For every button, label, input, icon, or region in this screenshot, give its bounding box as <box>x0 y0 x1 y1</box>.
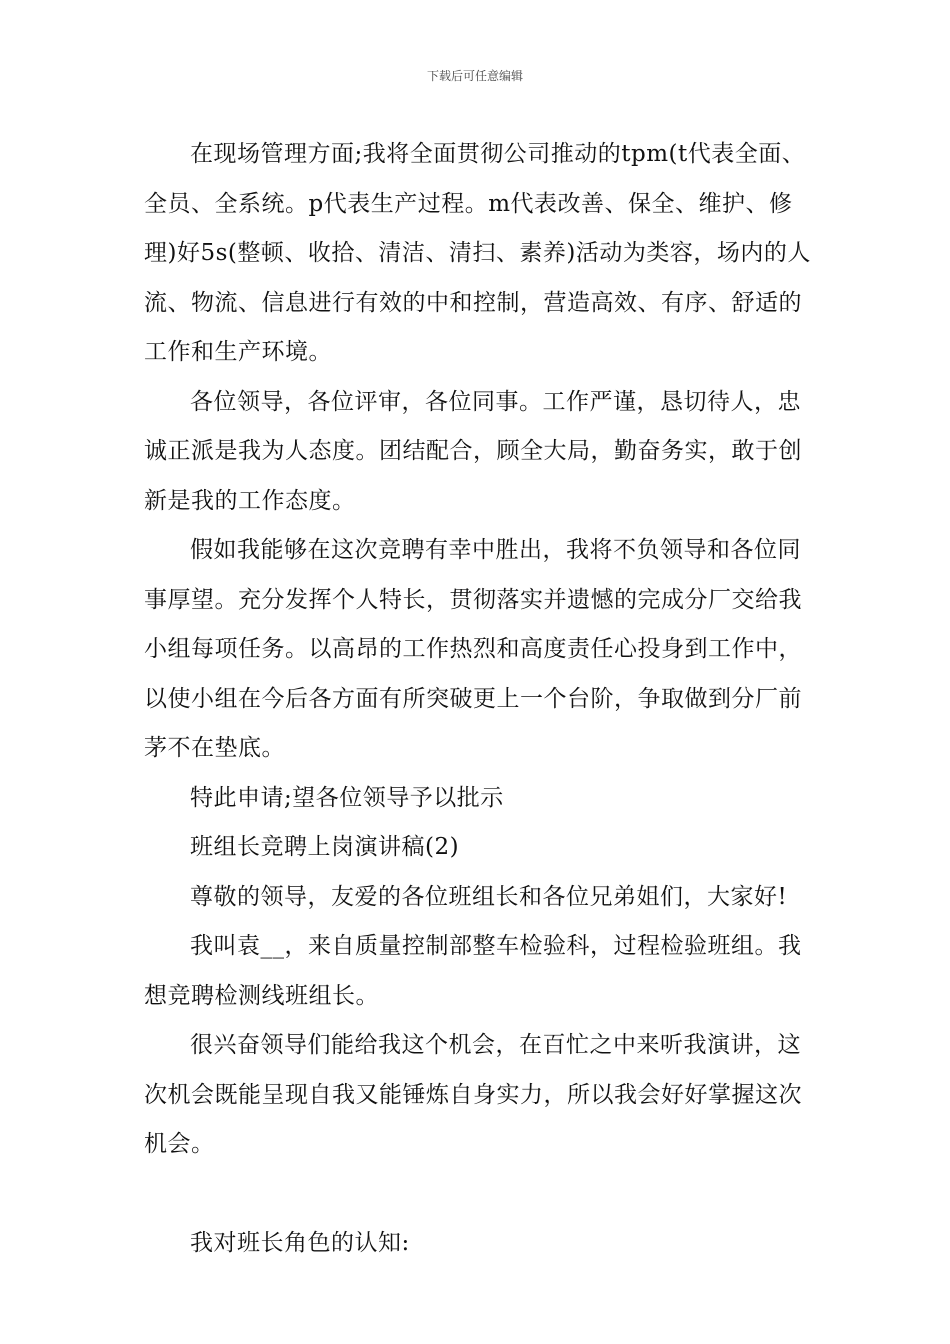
document-body <box>144 130 824 1268</box>
paragraph-introduction: 我叫袁__，来自质量控制部整车检验科，过程检验班组。我想竞聘检测线班组长。 <box>144 933 802 1009</box>
page-header-note: 下载后可任意编辑 <box>426 69 523 83</box>
section-title: 班组长竞聘上岗演讲稿(2) <box>190 834 460 860</box>
paragraph-greeting: 尊敬的领导，友爱的各位班组长和各位兄弟姐们，大家好! <box>190 883 788 910</box>
paragraph-role-cognition: 我对班长角色的认知: <box>190 1229 410 1256</box>
paragraph-opportunity: 很兴奋领导们能给我这个机会，在百忙之中来听我演讲，这次机会既能呈现自我又能锤炼自身实力，所以我会好好掌握这次机会。 <box>144 1032 802 1157</box>
blank-line <box>144 1170 824 1219</box>
paragraph-site-management: 在现场管理方面;我将全面贯彻公司推动的tpm(t代表全面、全员、全系统。p代表生产过程。m代表改善、保全、维护、修理)好5s(整顿、收拾、清洁、清扫、素养)活动为类容，场内的人流、物流、信息进行有效的中和控制，营造高效、有序、舒适的工作和生产环境。 <box>144 141 811 365</box>
paragraph-request: 特此申请;望各位领导予以批示 <box>190 784 504 811</box>
paragraph-work-attitude: 各位领导，各位评审，各位同事。工作严谨，恳切待人，忠诚正派是我为人态度。团结配合，顾全大局，勤奋务实，敢于创新是我的工作态度。 <box>144 388 802 514</box>
paragraph-commitment: 假如我能够在这次竞聘有幸中胜出，我将不负领导和各位同事厚望。充分发挥个人特长，贯彻落实并遗憾的完成分厂交给我小组每项任务。以高昂的工作热烈和高度责任心投身到工作中，以使小组在今后各方面有所突破更上一个台阶，争取做到分厂前茅不在垫底。 <box>144 537 802 761</box>
